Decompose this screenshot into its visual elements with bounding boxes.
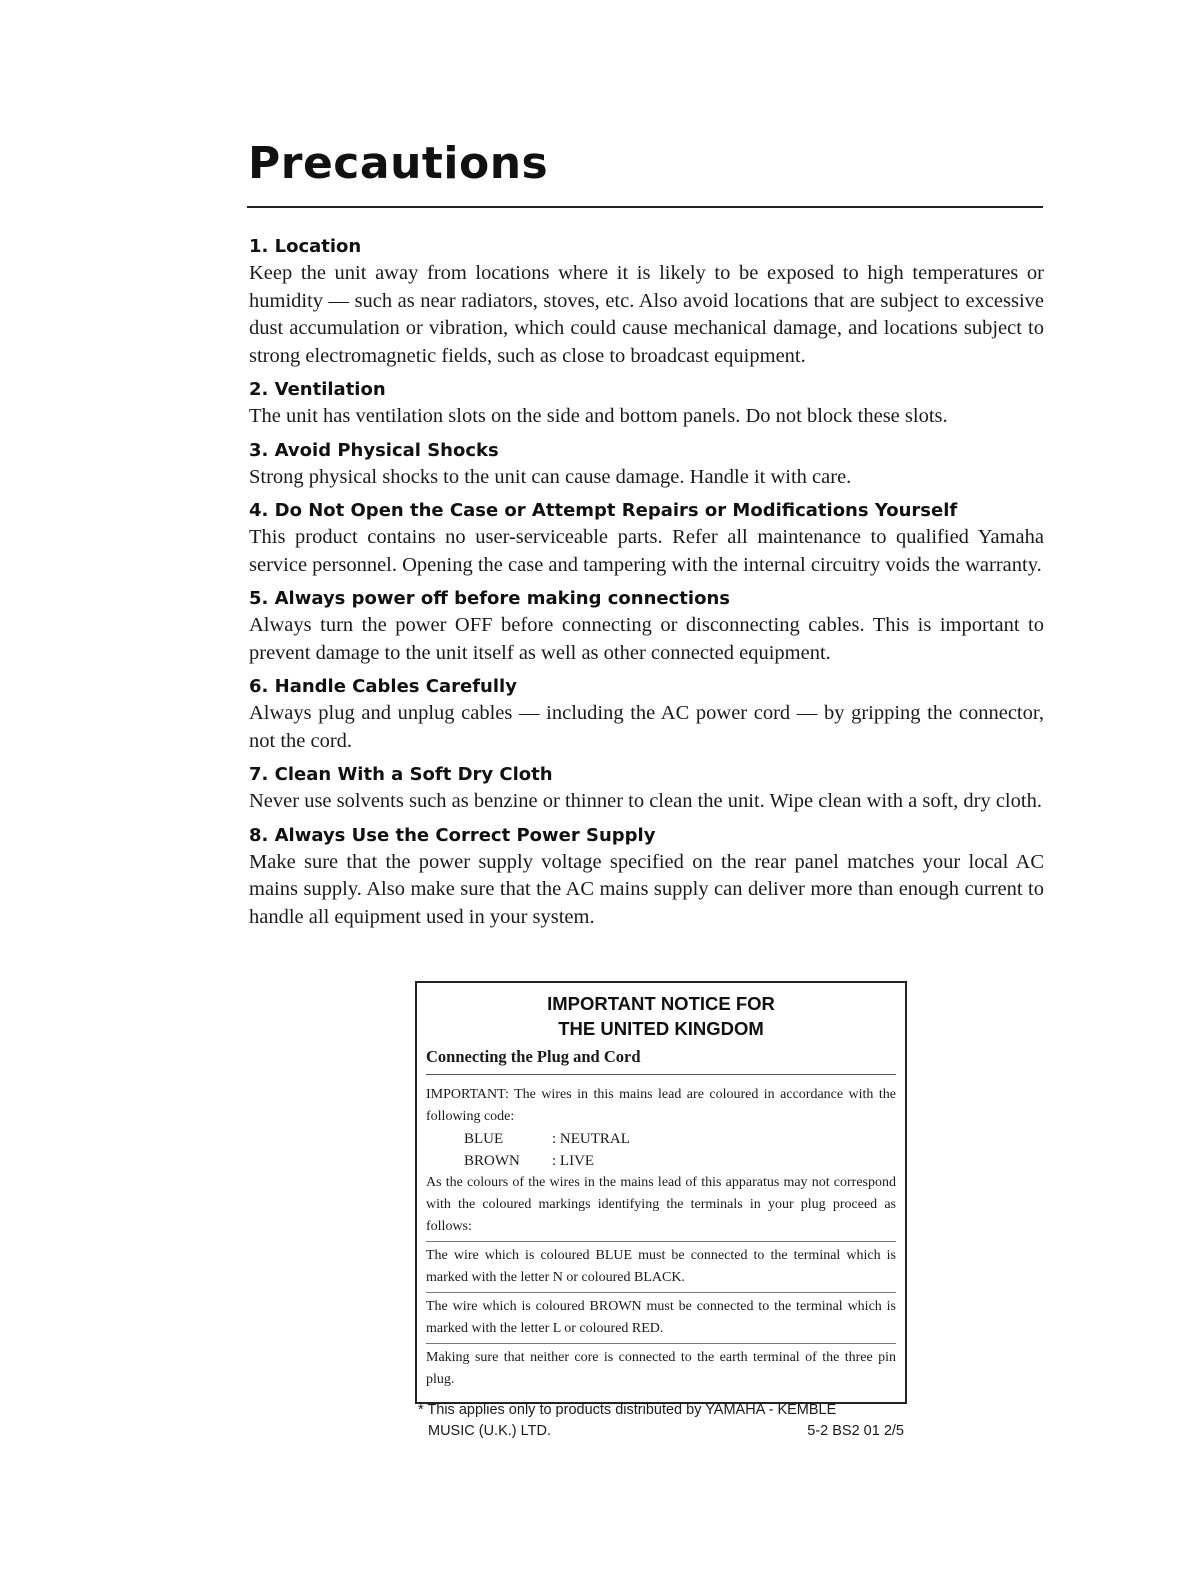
precaution-item: [249, 674, 1044, 755]
precaution-item: [249, 438, 1044, 492]
wire-meaning: : NEUTRAL: [552, 1131, 630, 1147]
footnote-line1: * This applies only to products distributed by YAMAHA - KEMBLE: [418, 1402, 837, 1418]
precaution-item: [249, 586, 1044, 667]
footnote-line2: MUSIC (U.K.) LTD.: [428, 1423, 551, 1439]
precaution-item: [249, 498, 1044, 579]
notice-title-line2: THE UNITED KINGDOM: [558, 1018, 764, 1039]
precaution-item: [249, 823, 1044, 932]
precaution-heading: 3. Avoid Physical Shocks: [249, 439, 499, 461]
precaution-body: Always turn the power OFF before connecting or disconnecting cables. This is important to prevent damage to the unit itself as well as other connected equipment.: [249, 614, 1044, 664]
precaution-heading: 5. Always power off before making connections: [249, 588, 730, 609]
notice-subtitle: Connecting the Plug and Cord: [426, 1047, 896, 1075]
title-divider: [247, 206, 1043, 208]
precautions-list: [249, 234, 1044, 938]
wire-color: BLUE: [464, 1131, 504, 1147]
precaution-body: This product contains no user-serviceable parts. Refer all maintenance to qualified Yamaha service personnel. Opening the case and tampering with the internal circuitry voids the warranty.: [249, 526, 1044, 576]
footnote-row: [418, 1421, 904, 1442]
precaution-heading: 1. Location: [249, 236, 362, 257]
precaution-heading: 6. Handle Cables Carefully: [249, 676, 517, 697]
precaution-body: Strong physical shocks to the unit can cause damage. Handle it with care.: [249, 465, 852, 488]
document-code: 5-2 BS2 01 2/5: [807, 1423, 904, 1439]
precaution-body: Always plug and unplug cables — including the AC power cord — by gripping the connector, not the cord.: [249, 702, 1044, 752]
notice-earth-rule: Making sure that neither core is connected to the earth terminal of the three pin plug.: [426, 1350, 896, 1387]
precaution-body: Never use solvents such as benzine or thinner to clean the unit. Wipe clean with a soft, dry cloth.: [249, 790, 1042, 812]
notice-important-block: [426, 1081, 896, 1242]
precaution-body: Make sure that the power supply voltage specified on the rear panel matches your local AC mains supply. Also make sure that the AC mains supply can deliver more than enough current to handle all equipment used in your system.: [249, 850, 1044, 928]
page-title: Precautions: [248, 138, 549, 189]
footnote: [418, 1400, 904, 1442]
precaution-heading: 2. Ventilation: [249, 379, 386, 400]
wire-color: BROWN: [464, 1153, 520, 1169]
notice-title-line1: IMPORTANT NOTICE FOR: [547, 993, 775, 1014]
wire-row: [464, 1150, 896, 1172]
precaution-item: [249, 377, 1044, 431]
wire-meaning: : LIVE: [552, 1153, 595, 1169]
uk-notice-box: [415, 981, 907, 1404]
notice-brown-rule: The wire which is coloured BROWN must be connected to the terminal which is marked with the letter L or coloured RED.: [426, 1293, 896, 1344]
precaution-heading: 4. Do Not Open the Case or Attempt Repairs or Modifications Yourself: [249, 500, 958, 521]
notice-blue-rule: The wire which is coloured BLUE must be connected to the terminal which is marked with the letter N or coloured BLACK.: [426, 1242, 896, 1293]
precaution-body: Keep the unit away from locations where it is likely to be exposed to high temperatures or humidity — such as near radiators, stoves, etc. Also avoid locations that are subject to excessive dust accumulation or vibration, which could cause mechanical damage, and locations subject to strong electromagnetic fields, such as close to broadcast equipment.: [249, 262, 1044, 367]
precaution-heading: 7. Clean With a Soft Dry Cloth: [249, 764, 553, 785]
precaution-heading: 8. Always Use the Correct Power Supply: [249, 824, 656, 846]
precaution-body: The unit has ventilation slots on the side and bottom panels. Do not block these slots.: [249, 405, 948, 427]
wire-code-list: [426, 1128, 896, 1172]
precaution-item: [249, 762, 1044, 816]
wire-row: [464, 1128, 896, 1150]
notice-important: IMPORTANT: The wires in this mains lead are coloured in accordance with the following code:: [426, 1087, 896, 1124]
notice-colours-note: As the colours of the wires in the mains lead of this apparatus may not correspond with the coloured markings identifying the terminals in your plug proceed as follows:: [426, 1175, 896, 1234]
precaution-item: [249, 234, 1044, 370]
